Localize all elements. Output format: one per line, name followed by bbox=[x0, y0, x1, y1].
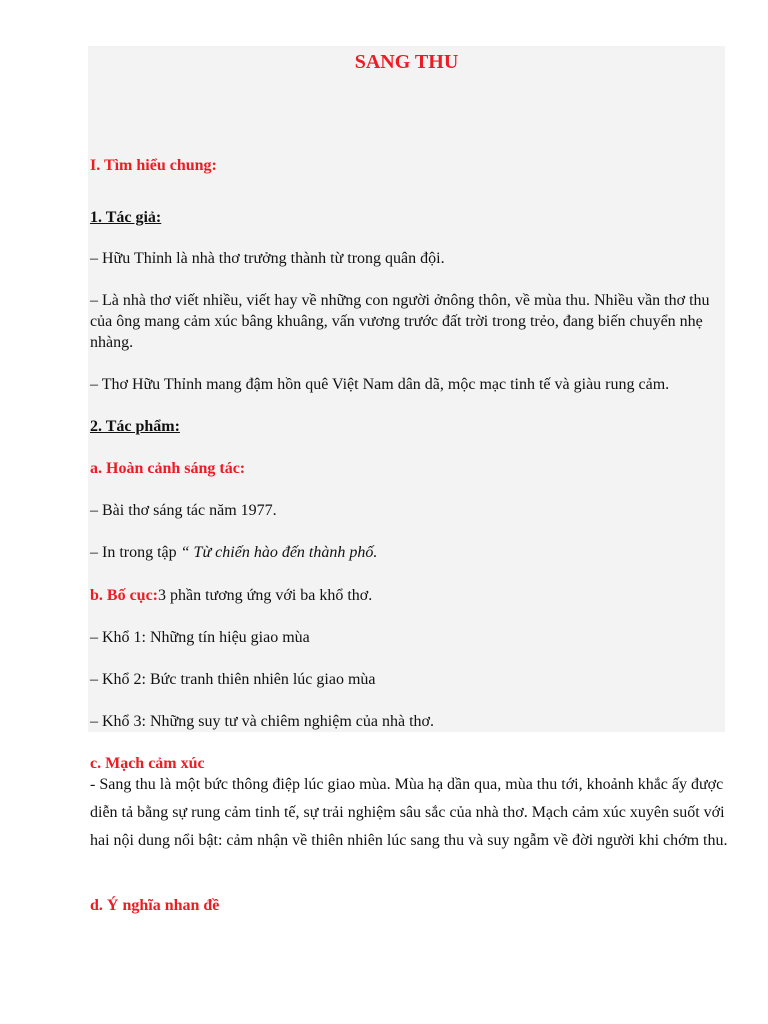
work-heading: 2. Tác phẩm: bbox=[90, 418, 180, 435]
layout-text: 3 phần tương ứng với ba khổ thơ. bbox=[158, 587, 373, 604]
context-line-2-prefix: – In trong tập bbox=[90, 544, 181, 561]
section-1-heading: I. Tìm hiểu chung: bbox=[90, 157, 217, 174]
context-line-2 bbox=[90, 542, 377, 564]
author-item-1: – Hữu Thỉnh là nhà thơ trưởng thành từ trong quân đội. bbox=[90, 250, 445, 267]
author-item-3: – Thơ Hữu Thỉnh mang đậm hồn quê Việt Nam dân dã, mộc mạc tinh tế và giàu rung cảm. bbox=[90, 376, 670, 393]
emotion-text: - Sang thu là một bức thông điệp lúc giao mùa. Mùa hạ dần qua, mùa thu tới, khoảnh khắc ấy được diễn tả bằng sự rung cảm tinh tế, sự trải nghiệm sâu sắc của nhà thơ. Mạch cảm xúc xuyên suốt với hai nội dung nổi bật: cảm nhận về thiên nhiên lúc sang thu và suy ngẫm về đời người khi chớm thu. bbox=[90, 776, 728, 849]
emotion-heading: c. Mạch cảm xúc bbox=[90, 755, 205, 772]
stanza-2: – Khổ 2: Bức tranh thiên nhiên lúc giao mùa bbox=[90, 671, 376, 688]
context-heading: a. Hoàn cảnh sáng tác: bbox=[90, 460, 246, 477]
title-meaning-heading: d. Ý nghĩa nhan đề bbox=[90, 897, 220, 914]
layout-line bbox=[90, 585, 372, 607]
author-item-2: – Là nhà thơ viết nhiều, viết hay về những con người ởnông thôn, về mùa thu. Nhiều vần thơ thu của ông mang cảm xúc bâng khuâng, vấn vương trước đất trời trong trẻo, đang biến chuyển nhẹ nhàng. bbox=[90, 292, 710, 351]
document-title: SANG THU bbox=[354, 51, 459, 73]
author-heading: 1. Tác giả: bbox=[90, 209, 162, 226]
context-line-1: – Bài thơ sáng tác năm 1977. bbox=[90, 502, 277, 519]
collection-title: “ Từ chiến hào đến thành phố. bbox=[180, 544, 378, 561]
stanza-3: – Khổ 3: Những suy tư và chiêm nghiệm của nhà thơ. bbox=[90, 713, 434, 730]
layout-label: b. Bố cục: bbox=[90, 587, 158, 604]
stanza-1: – Khổ 1: Những tín hiệu giao mùa bbox=[90, 629, 310, 646]
